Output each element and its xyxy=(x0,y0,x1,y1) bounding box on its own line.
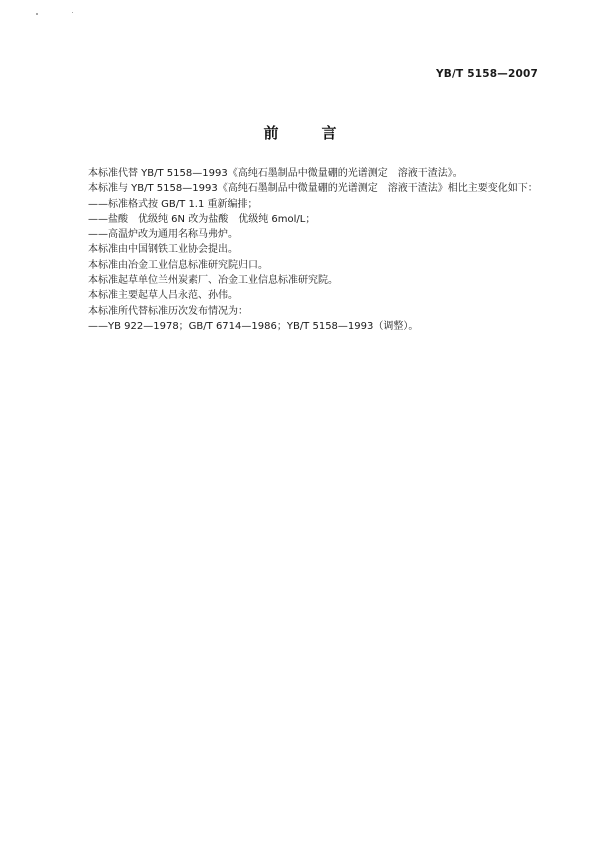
foreword-line: 本标准由冶金工业信息标准研究院归口。 xyxy=(88,259,268,271)
foreword-line: 本标准与 YB/T 5158—1993《高纯石墨制品中微量硼的光谱测定 溶液干渣法》相比主要变化如下： xyxy=(88,183,538,195)
foreword-line: ——高温炉改为通用名称马弗炉。 xyxy=(88,229,238,241)
foreword-line: ——标准格式按 GB/T 1.1 重新编排； xyxy=(88,198,258,210)
foreword-line: 本标准主要起草人吕永范、孙伟。 xyxy=(88,290,238,302)
foreword-line: 本标准由中国钢铁工业协会提出。 xyxy=(88,244,238,256)
foreword-line: 本标准起草单位兰州炭素厂、冶金工业信息标准研究院。 xyxy=(88,275,338,287)
foreword-body xyxy=(88,166,548,334)
scan-artifact xyxy=(72,12,73,13)
page-title: 前 言 xyxy=(263,124,351,142)
foreword-line: 本标准代替 YB/T 5158—1993《高纯石墨制品中微量硼的光谱测定 溶液干渣法》。 xyxy=(88,168,463,179)
foreword-line: 本标准所代替标准历次发布情况为： xyxy=(88,305,248,317)
standard-code: YB/T 5158—2007 xyxy=(435,68,538,80)
foreword-line: ——盐酸 优级纯 6N 改为盐酸 优级纯 6mol/L； xyxy=(88,213,316,225)
scan-artifact xyxy=(36,13,38,15)
foreword-line: ——YB 922—1978；GB/T 6714—1986；YB/T 5158—1993（调整）。 xyxy=(88,320,419,332)
